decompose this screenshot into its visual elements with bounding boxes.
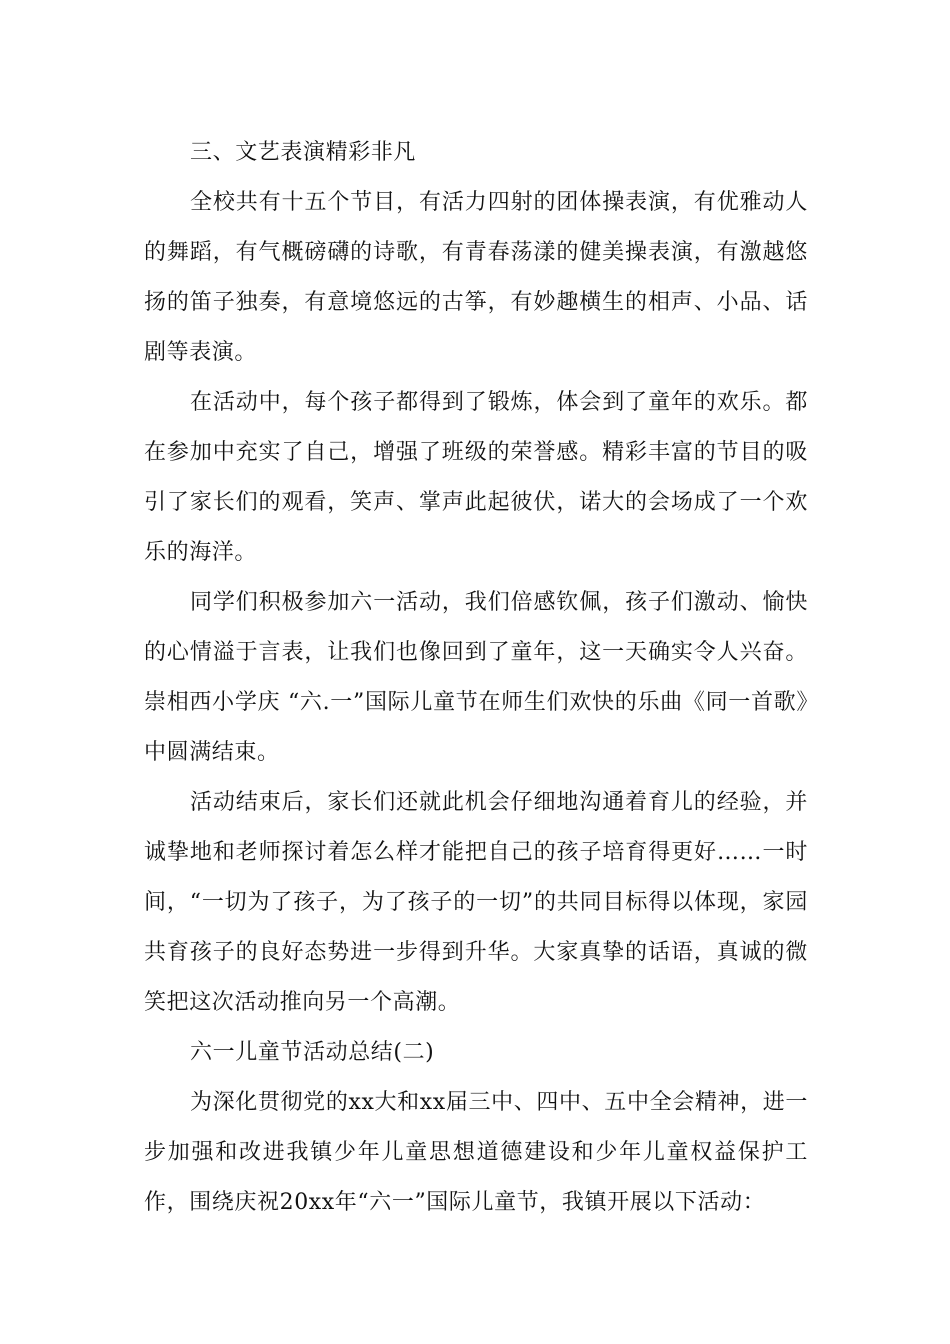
body-paragraph: 活动结束后，家长们还就此机会仔细地沟通着育儿的经验，并诚挚地和老师探讨着怎么样才能把自己的孩子培育得更好……一时间，“一切为了孩子，为了孩子的一切”的共同目标得以体现，家园共育孩子的良好态势进一步得到升华。大家真挚的话语，真诚的微笑把这次活动推向另一个高潮。: [144, 790, 808, 1015]
section-heading: 六一儿童节活动总结(二): [190, 1040, 435, 1065]
section-heading: 三、文艺表演精彩非凡: [190, 140, 417, 165]
body-paragraph: 同学们积极参加六一活动，我们倍感钦佩，孩子们激动、愉快的心情溢于言表，让我们也像回到了童年，这一天确实令人兴奋。崇相西小学庆 “六.一”国际儿童节在师生们欢快的乐曲《同一首歌》中圆满结束。: [144, 590, 808, 765]
body-paragraph: 全校共有十五个节目，有活力四射的团体操表演，有优雅动人的舞蹈，有气概磅礴的诗歌，有青春荡漾的健美操表演，有激越悠扬的笛子独奏，有意境悠远的古筝，有妙趣横生的相声、小品、话剧等表演。: [144, 190, 808, 365]
document-page: [144, 128, 808, 1228]
body-paragraph: 为深化贯彻党的xx大和xx届三中、四中、五中全会精神，进一步加强和改进我镇少年儿童思想道德建设和少年儿童权益保护工作，围绕庆祝20xx年“六一”国际儿童节，我镇开展以下活动：: [144, 1090, 808, 1215]
body-paragraph: 在活动中，每个孩子都得到了锻炼，体会到了童年的欢乐。都在参加中充实了自己，增强了班级的荣誉感。精彩丰富的节目的吸引了家长们的观看，笑声、掌声此起彼伏，诺大的会场成了一个欢乐的海洋。: [144, 390, 808, 565]
